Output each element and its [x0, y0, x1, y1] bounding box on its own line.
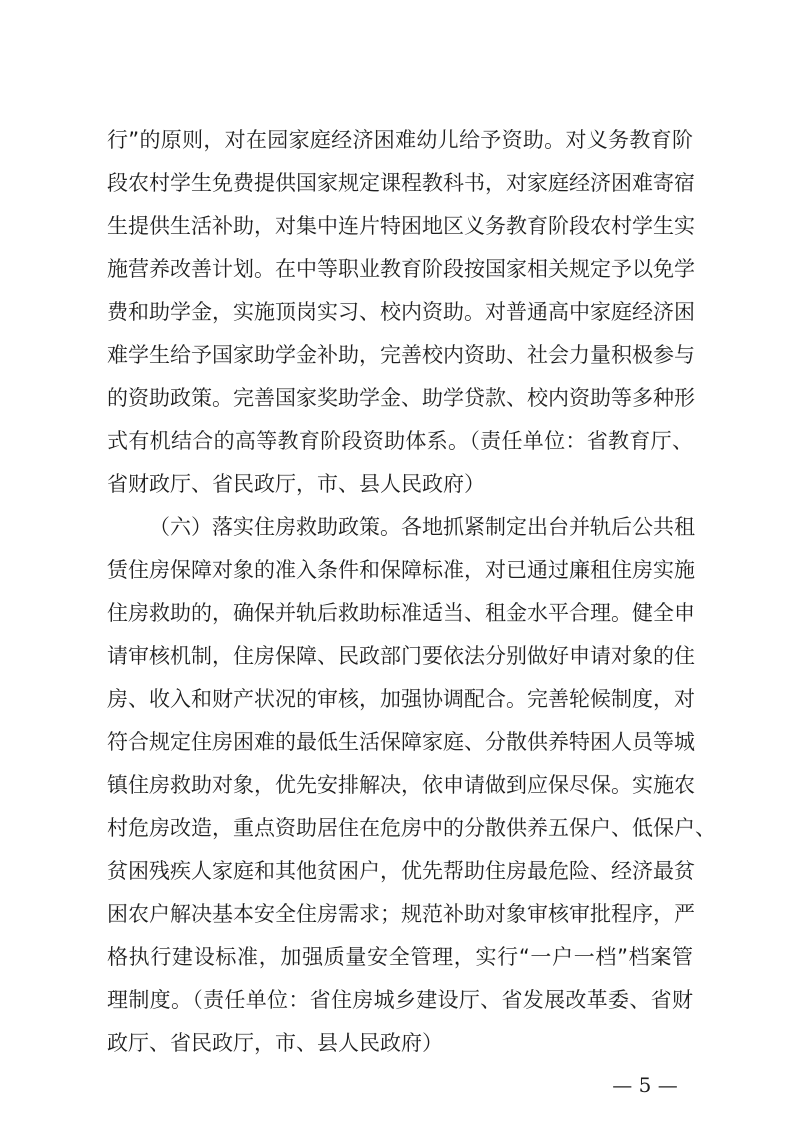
text-line: 格执行建设标准，加强质量安全管理，实行“一户一档”档案管 — [107, 945, 693, 969]
text-line: 行”的原则，对在园家庭经济困难幼儿给予资助。对义务教育阶 — [107, 128, 693, 152]
text-line: 施营养改善计划。在中等职业教育阶段按国家相关规定予以免学 — [107, 257, 695, 281]
text-line: 符合规定住房困难的最低生活保障家庭、分散供养特困人员等城 — [107, 730, 695, 754]
text-line: 生提供生活补助，对集中连片特困地区义务教育阶段农村学生实 — [107, 214, 695, 238]
section-heading-line: （六）落实住房救助政策。各地抓紧制定出台并轨后公共租 — [149, 515, 695, 539]
text-line: 赁住房保障对象的准入条件和保障标准，对已通过廉租住房实施 — [107, 558, 695, 582]
text-line: 镇住房救助对象，优先安排解决，依申请做到应保尽保。实施农 — [107, 773, 695, 797]
text-line: 困农户解决基本安全住房需求；规范补助对象审核审批程序，严 — [107, 902, 695, 926]
text-line: 贫困残疾人家庭和其他贫困户，优先帮助住房最危险、经济最贫 — [107, 859, 695, 883]
text-line: 难学生给予国家助学金补助，完善校内资助、社会力量积极参与 — [107, 343, 695, 367]
text-line: 政厅、省民政厅，市、县人民政府） — [107, 1031, 443, 1055]
text-line: 的资助政策。完善国家奖助学金、助学贷款、校内资助等多种形 — [107, 386, 695, 410]
text-line: 房、收入和财产状况的审核，加强协调配合。完善轮候制度，对 — [107, 687, 695, 711]
text-line: 村危房改造，重点资助居住在危房中的分散供养五保户、低保户、 — [107, 816, 716, 840]
text-line: 费和助学金，实施顶岗实习、校内资助。对普通高中家庭经济困 — [107, 300, 695, 324]
page-number: — 5 — — [612, 1073, 678, 1097]
text-line: 式有机结合的高等教育阶段资助体系。（责任单位：省教育厅、 — [107, 429, 693, 453]
text-line: 理制度。（责任单位：省住房城乡建设厅、省发展改革委、省财 — [107, 988, 693, 1012]
text-line: 请审核机制，住房保障、民政部门要依法分别做好申请对象的住 — [107, 644, 695, 668]
text-line: 住房救助的，确保并轨后救助标准适当、租金水平合理。健全申 — [107, 601, 695, 625]
text-line: 省财政厅、省民政厅，市、县人民政府） — [107, 472, 485, 496]
text-line: 段农村学生免费提供国家规定课程教科书，对家庭经济困难寄宿 — [107, 171, 695, 195]
